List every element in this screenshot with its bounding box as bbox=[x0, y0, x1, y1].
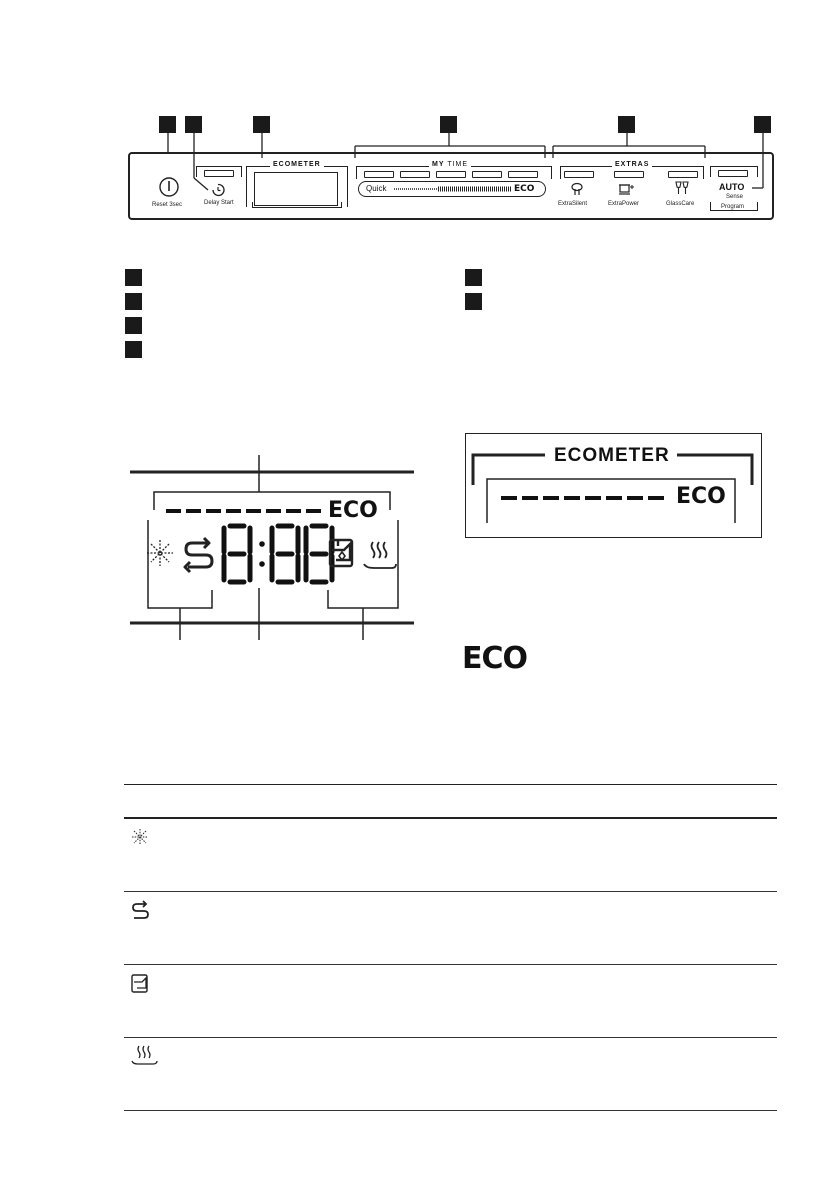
scale-tick bbox=[498, 187, 499, 192]
mytime-eco-label: ECO bbox=[514, 184, 535, 194]
scale-tick bbox=[400, 188, 401, 190]
mytime-button-5[interactable] bbox=[508, 171, 538, 178]
scale-tick bbox=[482, 187, 483, 192]
legend-marker-5 bbox=[465, 269, 482, 286]
callout-marker-2 bbox=[185, 116, 202, 133]
auto-sense-button[interactable] bbox=[718, 170, 748, 177]
legend-marker-3 bbox=[125, 317, 142, 334]
ecometer-detail-eco: ECO bbox=[676, 484, 726, 509]
ecometer-dash bbox=[627, 496, 643, 500]
scale-tick bbox=[450, 187, 451, 192]
ecometer-screen bbox=[254, 172, 338, 206]
scale-tick bbox=[460, 187, 461, 192]
glasscare-label: GlassCare bbox=[666, 201, 695, 207]
scale-tick bbox=[466, 187, 467, 192]
salt-icon bbox=[185, 538, 212, 572]
legend-marker-4 bbox=[125, 341, 142, 358]
scale-tick bbox=[486, 187, 487, 192]
scale-tick bbox=[470, 187, 471, 192]
scale-tick bbox=[412, 188, 413, 190]
machine-care-icon bbox=[130, 973, 158, 1001]
callout-marker-4 bbox=[440, 116, 457, 133]
scale-tick bbox=[432, 188, 433, 190]
ecometer-dash bbox=[226, 509, 241, 513]
scale-tick bbox=[414, 188, 415, 190]
scale-tick bbox=[444, 187, 445, 192]
scale-tick bbox=[464, 187, 465, 192]
table-row-salt bbox=[124, 892, 777, 965]
glasses-icon bbox=[674, 180, 690, 196]
scale-tick bbox=[488, 187, 489, 192]
extrasilent-button[interactable] bbox=[564, 171, 594, 178]
ecometer-dash bbox=[522, 496, 538, 500]
scale-tick bbox=[396, 188, 397, 190]
drying-icon bbox=[364, 542, 396, 568]
scale-tick bbox=[500, 187, 501, 192]
ecometer-dash bbox=[648, 496, 664, 500]
scale-tick bbox=[416, 188, 417, 190]
scale-tick bbox=[456, 187, 457, 192]
ecometer-dash bbox=[501, 496, 517, 500]
table-row-rinse-aid bbox=[124, 818, 777, 892]
scale-tick bbox=[442, 187, 443, 192]
scale-tick bbox=[506, 187, 507, 192]
program-bracket bbox=[710, 202, 758, 211]
scale-tick bbox=[402, 188, 403, 190]
ecometer-base-bracket bbox=[252, 202, 342, 208]
scale-tick bbox=[404, 188, 405, 190]
scale-tick bbox=[476, 187, 477, 192]
callout-marker-5 bbox=[618, 116, 635, 133]
scale-tick bbox=[408, 188, 409, 190]
power-icon[interactable] bbox=[158, 176, 180, 198]
scale-tick bbox=[434, 188, 435, 190]
scale-tick bbox=[490, 187, 491, 192]
symbol-table bbox=[124, 784, 777, 1111]
quick-label: Quick bbox=[366, 184, 387, 193]
ecometer-dash bbox=[564, 496, 580, 500]
extrapower-label: ExtraPower bbox=[608, 201, 640, 207]
scale-tick bbox=[436, 188, 437, 190]
glasscare-button[interactable] bbox=[668, 171, 698, 178]
mytime-button-3[interactable] bbox=[436, 171, 466, 178]
ecometer-dash bbox=[286, 509, 301, 513]
ecometer-dash bbox=[585, 496, 601, 500]
mytime-scale bbox=[394, 185, 512, 193]
scale-tick bbox=[496, 187, 497, 192]
mytime-button-2[interactable] bbox=[400, 171, 430, 178]
scale-tick bbox=[494, 187, 495, 192]
quiet-icon bbox=[570, 182, 584, 196]
scale-tick bbox=[478, 187, 479, 192]
scale-tick bbox=[474, 187, 475, 192]
scale-tick bbox=[420, 188, 421, 190]
program-label: Program bbox=[721, 204, 745, 210]
rinse-aid-icon bbox=[130, 827, 158, 855]
scale-tick bbox=[468, 187, 469, 192]
callout-marker-1 bbox=[159, 116, 176, 133]
scale-tick bbox=[440, 187, 441, 192]
extras-label: EXTRAS bbox=[612, 161, 652, 168]
sense-label: Sense bbox=[726, 194, 744, 200]
scale-tick bbox=[438, 187, 439, 192]
scale-tick bbox=[480, 187, 481, 192]
auto-label: AUTO bbox=[719, 182, 745, 192]
digit-colon bbox=[259, 541, 265, 547]
table-row-drying bbox=[124, 1038, 777, 1111]
scale-tick bbox=[458, 187, 459, 192]
drying-icon bbox=[129, 1044, 163, 1072]
scale-tick bbox=[426, 188, 427, 190]
extrasilent-label: ExtraSilent bbox=[558, 201, 588, 207]
scale-tick bbox=[504, 187, 505, 192]
scale-tick bbox=[510, 187, 511, 192]
reset-label: Reset 3sec bbox=[152, 202, 183, 208]
ecometer-dash bbox=[246, 509, 261, 513]
table-header-row bbox=[124, 785, 777, 819]
scale-tick bbox=[410, 188, 411, 190]
scale-tick bbox=[492, 187, 493, 192]
mytime-label: MY TIME bbox=[429, 161, 471, 168]
scale-tick bbox=[406, 188, 407, 190]
ecometer-dash bbox=[543, 496, 559, 500]
scale-tick bbox=[394, 188, 395, 190]
ecometer-dash bbox=[606, 496, 622, 500]
mytime-button-4[interactable] bbox=[472, 171, 502, 178]
scale-tick bbox=[462, 187, 463, 192]
scale-tick bbox=[448, 187, 449, 192]
display-detail-illustration bbox=[126, 440, 418, 640]
scale-tick bbox=[422, 188, 423, 190]
rinse-aid-icon bbox=[147, 540, 173, 566]
scale-tick bbox=[452, 187, 453, 192]
scale-tick bbox=[472, 187, 473, 192]
ecometer-dash bbox=[186, 509, 201, 513]
extrapower-button[interactable] bbox=[614, 171, 644, 178]
delay-start-indicator bbox=[204, 170, 234, 177]
scale-tick bbox=[446, 187, 447, 192]
pot-plus-icon bbox=[618, 180, 636, 196]
control-panel bbox=[128, 152, 774, 220]
scale-tick bbox=[430, 188, 431, 190]
ecometer-dash bbox=[206, 509, 221, 513]
ecometer-dash bbox=[306, 509, 321, 513]
scale-tick bbox=[502, 187, 503, 192]
ecometer-detail-title: ECOMETER bbox=[554, 445, 670, 466]
delay-start-label: Delay Start bbox=[204, 200, 234, 206]
scale-tick bbox=[398, 188, 399, 190]
mytime-button-1[interactable] bbox=[364, 171, 394, 178]
scale-tick bbox=[418, 188, 419, 190]
eco-symbol: ECO bbox=[462, 641, 528, 676]
callout-marker-3 bbox=[253, 116, 270, 133]
scale-tick bbox=[428, 188, 429, 190]
callout-marker-6 bbox=[754, 116, 771, 133]
scale-tick bbox=[508, 187, 509, 192]
legend-marker-2 bbox=[125, 293, 142, 310]
salt-icon bbox=[130, 900, 158, 928]
scale-tick bbox=[454, 187, 455, 192]
legend-marker-1 bbox=[125, 269, 142, 286]
digit-colon bbox=[259, 561, 265, 567]
scale-tick bbox=[424, 188, 425, 190]
ecometer-label: ECOMETER bbox=[270, 161, 324, 168]
legend-marker-6 bbox=[465, 293, 482, 310]
scale-tick bbox=[484, 187, 485, 192]
ecometer-dash bbox=[266, 509, 281, 513]
ecometer-dash bbox=[166, 509, 181, 513]
clock-icon[interactable] bbox=[210, 182, 226, 198]
display-eco-label: ECO bbox=[328, 498, 378, 523]
table-row-machine-care bbox=[124, 965, 777, 1038]
